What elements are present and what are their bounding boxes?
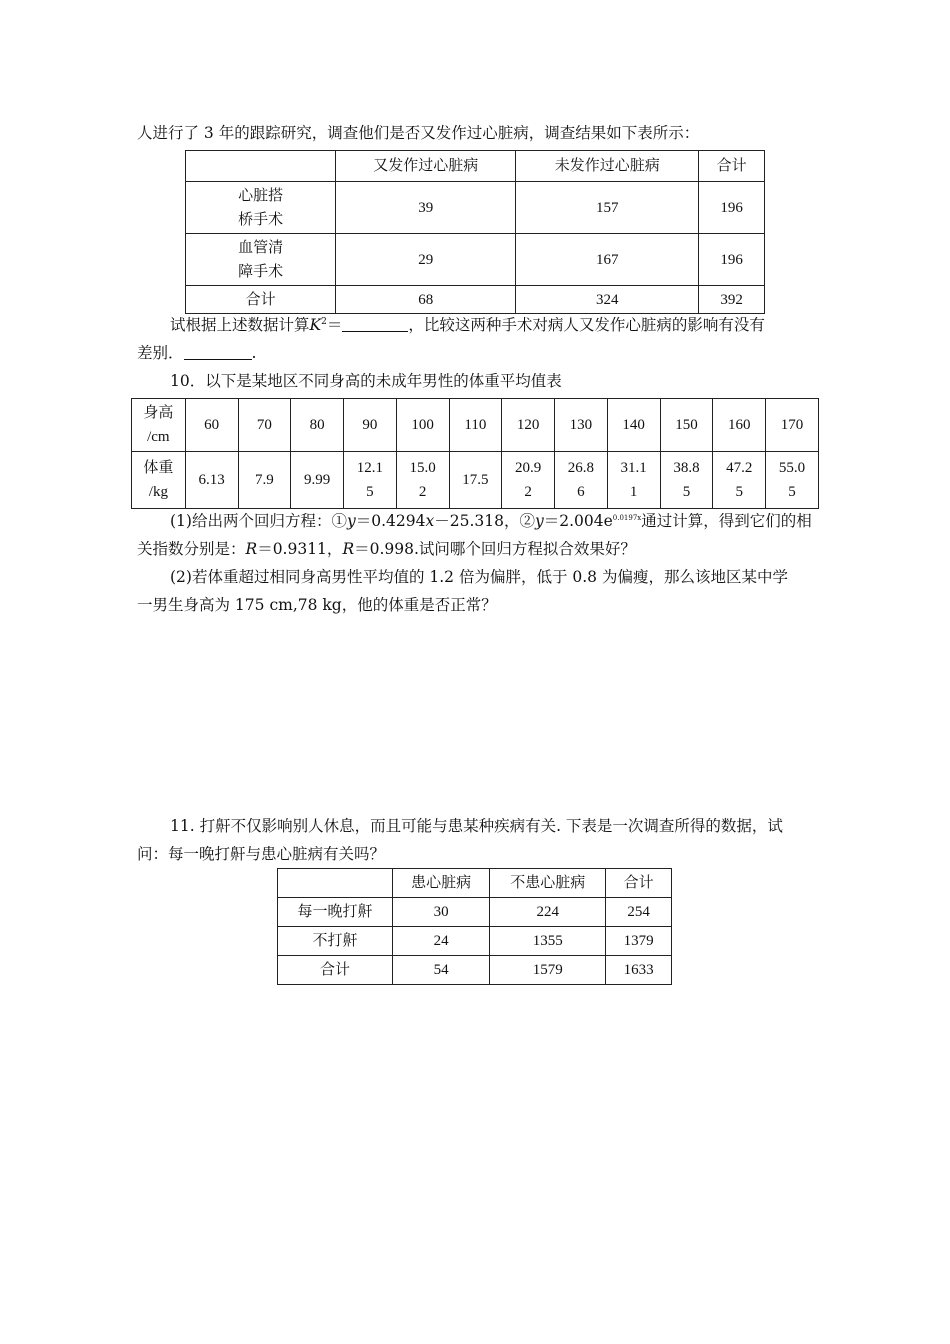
- table-row: [278, 956, 672, 985]
- q9-followup-line2: 差别． .: [137, 344, 257, 362]
- q10-part2-line2: 一男生身高为 175 cm,78 kg，他的体重是否正常？: [137, 596, 497, 614]
- q10-part2-line1: (2)若体重超过相同身高男性平均值的 1.2 倍为偏胖，低于 0.8 为偏瘦，那么该地区某中学: [170, 568, 788, 586]
- table-cell: 68: [336, 286, 516, 314]
- height-cell: 130: [555, 399, 608, 452]
- q10-part1-line1: (1)给出两个回归方程：①y＝0.4294x－25.318，$②y=2.004e^{0.0197x}$通过计算，得到它们的相: [170, 512, 812, 530]
- q10-part1-line2: 关指数分别是：R＝0.9311，R＝0.998.试问哪个回归方程拟合效果好？: [137, 540, 636, 558]
- header-cell: 患心脏病: [393, 869, 490, 898]
- snoring-table: [277, 868, 672, 985]
- height-cell: 120: [502, 399, 555, 452]
- table-cell: 324: [516, 286, 699, 314]
- weight-cell: 12.1 5: [343, 452, 396, 509]
- header-cell: [278, 869, 393, 898]
- weight-cell: 6.13: [185, 452, 238, 509]
- header-cell: 又发作过心脏病: [336, 151, 516, 182]
- row-label: 不打鼾: [278, 927, 393, 956]
- weight-cell: 26.8 6: [555, 452, 608, 509]
- header-cell: 未发作过心脏病: [516, 151, 699, 182]
- header-cell: [186, 151, 336, 182]
- header-cell: 不患心脏病: [490, 869, 606, 898]
- table-cell: 29: [336, 234, 516, 286]
- table-cell: 1633: [606, 956, 672, 985]
- weight-cell: 38.8 5: [660, 452, 713, 509]
- row-label: 每一晚打鼾: [278, 898, 393, 927]
- weight-cell: 17.5: [449, 452, 502, 509]
- row-label: 心脏搭 桥手术: [186, 182, 336, 234]
- height-cell: 80: [291, 399, 344, 452]
- table-row: [278, 927, 672, 956]
- table-cell: 1579: [490, 956, 606, 985]
- weight-cell: 55.0 5: [766, 452, 819, 509]
- height-cell: 100: [396, 399, 449, 452]
- answer-blank: [184, 343, 252, 360]
- row-label: 合计: [278, 956, 393, 985]
- height-cell: 70: [238, 399, 291, 452]
- height-cell: 170: [766, 399, 819, 452]
- weight-cell: 9.99: [291, 452, 344, 509]
- weight-cell: 31.1 1: [607, 452, 660, 509]
- table-cell: 196: [699, 234, 765, 286]
- q10-title: 10．以下是某地区不同身高的未成年男性的体重平均值表: [170, 372, 562, 390]
- table-cell: 30: [393, 898, 490, 927]
- table-cell: 24: [393, 927, 490, 956]
- table-row: [186, 234, 765, 286]
- table-row: [132, 399, 819, 452]
- weight-cell: 47.2 5: [713, 452, 766, 509]
- q9-followup-line1: 试根据上述数据计算$K^2=$ ，比较这两种手术对病人又发作心脏病的影响有没有: [170, 316, 765, 334]
- table-cell: 54: [393, 956, 490, 985]
- table-cell: 196: [699, 182, 765, 234]
- row-label: 体重 /kg: [132, 452, 186, 509]
- weight-cell: 20.9 2: [502, 452, 555, 509]
- answer-blank: [342, 315, 408, 332]
- height-cell: 140: [607, 399, 660, 452]
- weight-cell: 15.0 2: [396, 452, 449, 509]
- row-label: 血管清 障手术: [186, 234, 336, 286]
- table-cell: 1355: [490, 927, 606, 956]
- weight-cell: 7.9: [238, 452, 291, 509]
- surgery-table: [185, 150, 765, 314]
- intro-line: 人进行了 3 年的跟踪研究，调查他们是否又发作过心脏病，调查结果如下表所示：: [137, 124, 700, 142]
- table-row: [186, 151, 765, 182]
- table-cell: 157: [516, 182, 699, 234]
- table-row: [278, 898, 672, 927]
- header-cell: 合计: [606, 869, 672, 898]
- q11-line1: 11. 打鼾不仅影响别人休息，而且可能与患某种疾病有关. 下表是一次调查所得的数据，试: [170, 817, 783, 835]
- table-cell: 254: [606, 898, 672, 927]
- table-row: [186, 182, 765, 234]
- table-row: [132, 452, 819, 509]
- q11-line2: 问：每一晚打鼾与患心脏病有关吗？: [137, 845, 386, 863]
- table-cell: 1379: [606, 927, 672, 956]
- height-cell: 110: [449, 399, 502, 452]
- height-cell: 160: [713, 399, 766, 452]
- height-cell: 60: [185, 399, 238, 452]
- row-label: 身高 /cm: [132, 399, 186, 452]
- table-cell: 167: [516, 234, 699, 286]
- table-cell: 224: [490, 898, 606, 927]
- table-cell: 392: [699, 286, 765, 314]
- row-label: 合计: [186, 286, 336, 314]
- table-row: [278, 869, 672, 898]
- table-cell: 39: [336, 182, 516, 234]
- table-row: [186, 286, 765, 314]
- height-weight-table: [131, 398, 819, 509]
- height-cell: 150: [660, 399, 713, 452]
- header-cell: 合计: [699, 151, 765, 182]
- height-cell: 90: [343, 399, 396, 452]
